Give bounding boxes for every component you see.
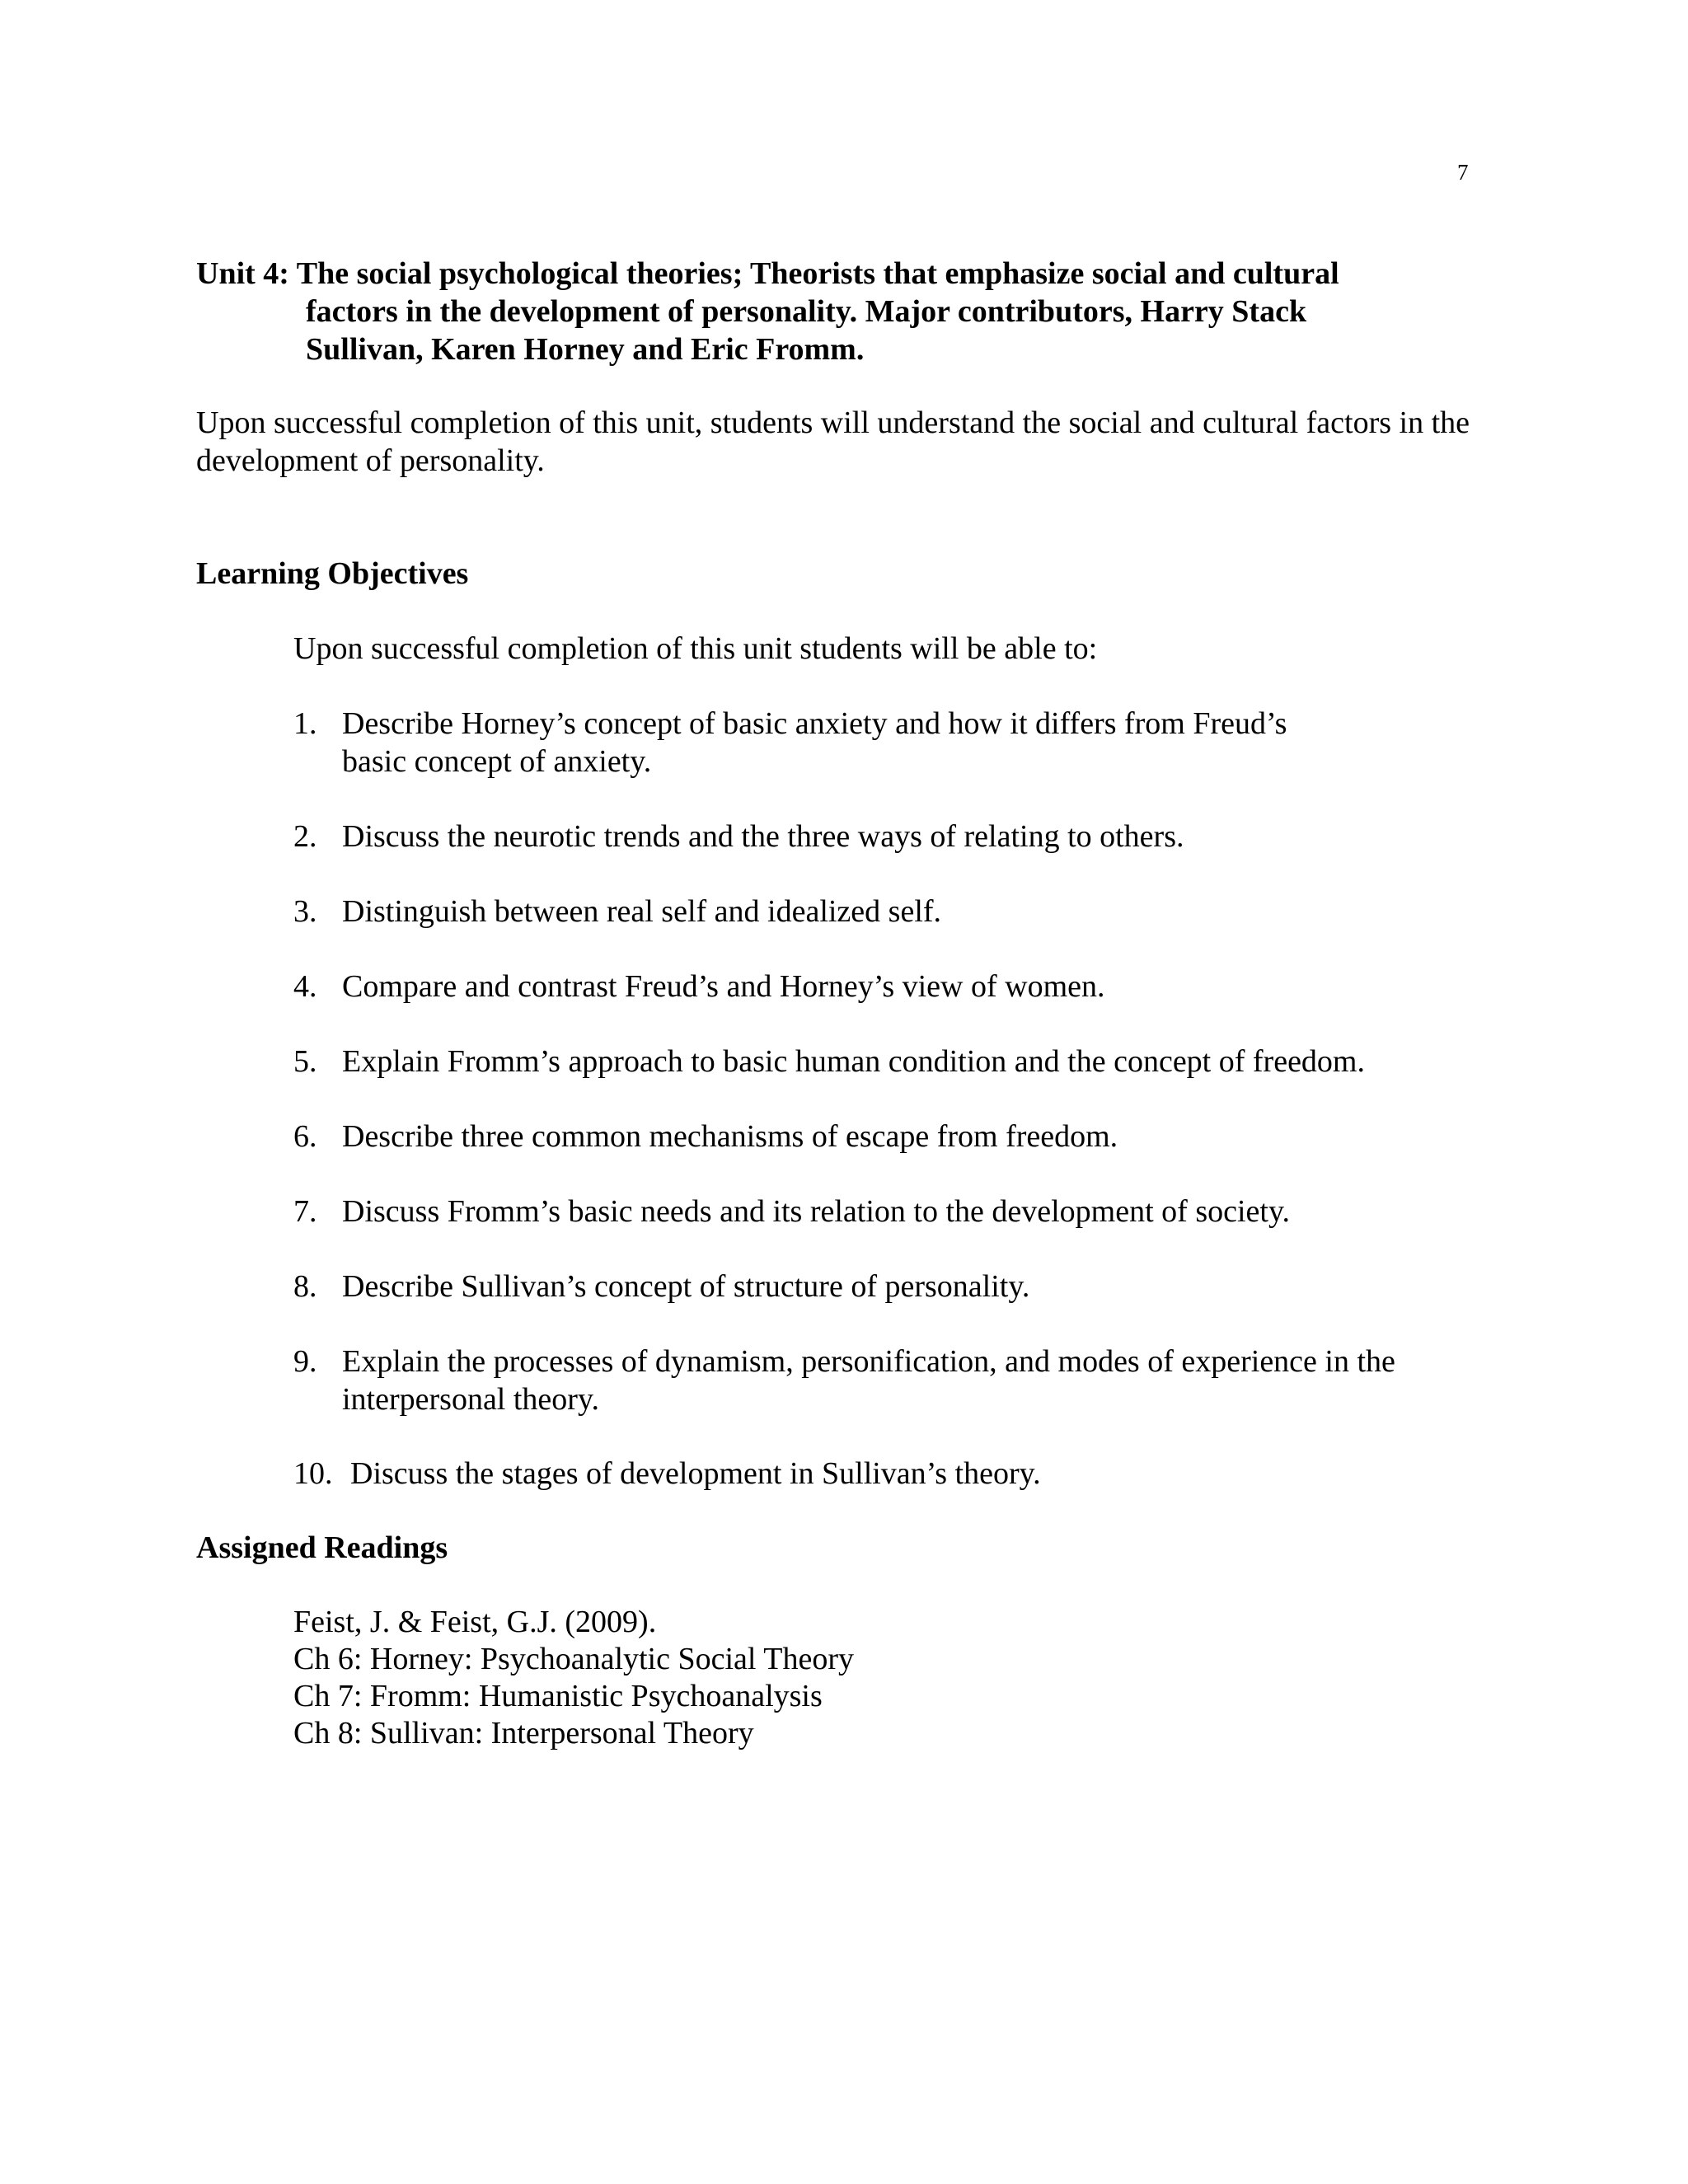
objective-number: 5.: [293, 1044, 317, 1079]
objective-number: 8.: [293, 1269, 317, 1304]
objective-text: [293, 1043, 1365, 1080]
objective-number: 2.: [293, 819, 317, 854]
objective-line: Explain the processes of dynamism, personification, and modes of experience in the: [342, 1344, 1395, 1379]
learning-objectives-heading: Learning Objectives: [196, 556, 469, 591]
objective-item: [293, 705, 1287, 780]
objective-line: Describe Sullivan’s concept of structure of personality.: [342, 1269, 1030, 1304]
page-number: 7: [1457, 160, 1469, 185]
objective-line: Discuss the neurotic trends and the three ways of relating to others.: [342, 819, 1184, 854]
assigned-readings-list: [293, 1604, 854, 1752]
objective-item: [293, 818, 1184, 855]
objective-line: interpersonal theory.: [342, 1382, 599, 1417]
objective-text: [293, 893, 941, 930]
unit-heading-line: factors in the development of personality. Major contributors, Harry Stack: [306, 294, 1307, 329]
objective-line: Compare and contrast Freud’s and Horney’s view of women.: [342, 969, 1105, 1004]
objective-text: [293, 818, 1184, 855]
objective-item: [293, 1268, 1029, 1305]
intro-line: development of personality.: [196, 443, 545, 478]
objective-line: Explain Fromm’s approach to basic human condition and the concept of freedom.: [342, 1044, 1365, 1079]
objective-line: Distinguish between real self and idealized self.: [342, 894, 942, 929]
objective-item: [293, 968, 1105, 1005]
objective-item: [293, 1455, 1041, 1493]
assigned-readings-heading: Assigned Readings: [196, 1530, 448, 1565]
unit-intro-paragraph: [196, 404, 1548, 480]
unit-heading-line: Unit 4: The social psychological theories; Theorists that emphasize social and cultural: [196, 256, 1339, 291]
objective-text: [293, 1118, 1118, 1155]
objective-item: [293, 1118, 1118, 1155]
unit-heading-line: Sullivan, Karen Horney and Eric Fromm.: [306, 332, 865, 367]
objective-text: [293, 1455, 1041, 1493]
objective-text: [293, 1343, 1395, 1418]
reading-chapter: Ch 8: Sullivan: Interpersonal Theory: [293, 1716, 754, 1750]
unit-heading: [196, 255, 1482, 368]
objective-text: [293, 1268, 1029, 1305]
objective-text: [293, 705, 1287, 780]
objective-line: basic concept of anxiety.: [342, 744, 652, 779]
objective-number: 10.: [293, 1456, 333, 1491]
objective-item: [293, 1343, 1395, 1418]
objective-item: [293, 1193, 1290, 1230]
objective-number: 6.: [293, 1119, 317, 1154]
objective-text: [293, 1193, 1290, 1230]
objective-number: 3.: [293, 894, 317, 929]
objectives-lead-sentence: Upon successful completion of this unit students will be able to:: [293, 631, 1098, 666]
objective-number: 1.: [293, 706, 317, 741]
objective-line: Discuss the stages of development in Sullivan’s theory.: [350, 1456, 1041, 1491]
reading-citation: Feist, J. & Feist, G.J. (2009).: [293, 1605, 657, 1639]
objective-text: [293, 968, 1105, 1005]
intro-line: Upon successful completion of this unit, students will understand the social and cultural factors in the: [196, 405, 1470, 440]
objective-number: 9.: [293, 1344, 317, 1379]
reading-chapter: Ch 7: Fromm: Humanistic Psychoanalysis: [293, 1679, 823, 1713]
objective-item: [293, 893, 941, 930]
objective-line: Discuss Fromm’s basic needs and its relation to the development of society.: [342, 1194, 1290, 1229]
objective-line: Describe Horney’s concept of basic anxiety and how it differs from Freud’s: [342, 706, 1287, 741]
objective-number: 7.: [293, 1194, 317, 1229]
objective-number: 4.: [293, 969, 317, 1004]
reading-chapter: Ch 6: Horney: Psychoanalytic Social Theory: [293, 1642, 855, 1676]
objective-line: Describe three common mechanisms of escape from freedom.: [342, 1119, 1118, 1154]
objective-item: [293, 1043, 1365, 1080]
